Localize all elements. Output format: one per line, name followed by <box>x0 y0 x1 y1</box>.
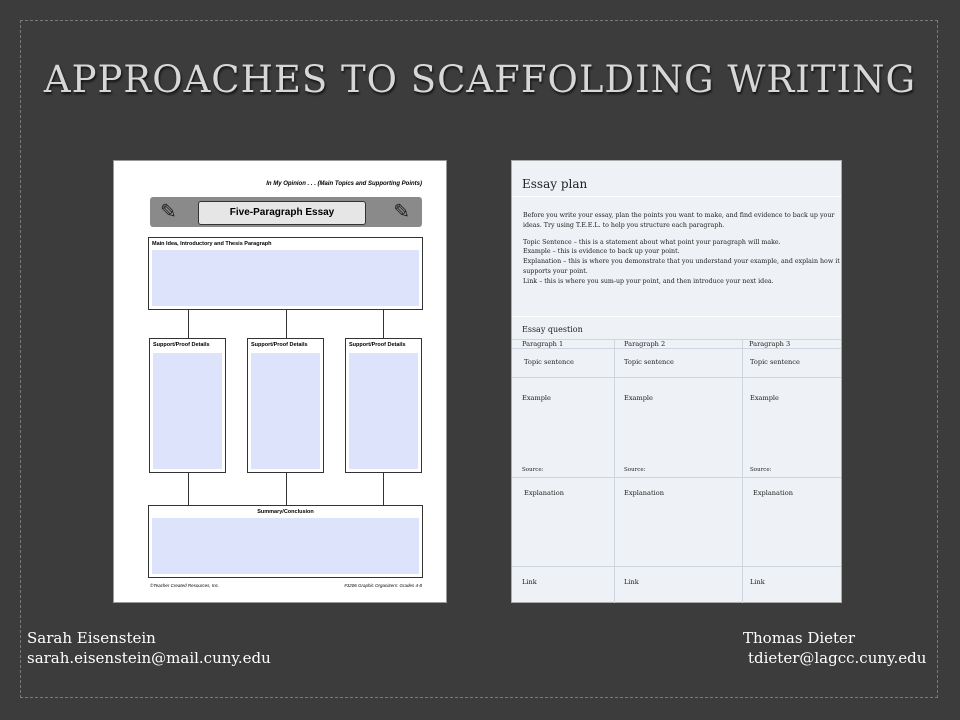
column-header: Paragraph 2 <box>624 340 666 348</box>
example-cell: Example <box>750 394 779 402</box>
main-idea-box <box>148 237 423 310</box>
essay-plan-title: Essay plan <box>522 177 588 191</box>
column-header: Paragraph 1 <box>522 340 564 348</box>
explanation-cell: Explanation <box>524 489 564 497</box>
worksheet-banner-title: Five-Paragraph Essay <box>198 201 366 225</box>
support-label: Support/Proof Details <box>251 342 308 348</box>
column-header: Paragraph 3 <box>749 340 791 348</box>
teel-topic: Topic Sentence – this is a statement about what point your paragraph will make. <box>523 238 781 246</box>
topic-sentence-cell: Topic sentence <box>624 358 674 366</box>
five-paragraph-worksheet <box>113 160 447 603</box>
link-cell: Link <box>624 578 639 586</box>
essay-question-label: Essay question <box>522 325 583 334</box>
source-cell: Source: <box>750 467 772 473</box>
author-name-left: Sarah Eisenstein <box>27 629 156 647</box>
worksheet-header: In My Opinion . . . (Main Topics and Supporting Points) <box>266 181 422 187</box>
essay-plan-instructions <box>523 211 841 286</box>
support-label: Support/Proof Details <box>349 342 406 348</box>
main-idea-label: Main Idea, Introductory and Thesis Paragraph <box>152 241 272 247</box>
author-email-left[interactable]: sarah.eisenstein@mail.cuny.edu <box>27 649 271 667</box>
worksheet-footer-right: #3206 Graphic Organizers: Grades 4-8 <box>344 583 422 588</box>
slide-title: APPROACHES TO SCAFFOLDING WRITING <box>43 58 917 101</box>
author-name-right: Thomas Dieter <box>743 629 856 647</box>
explanation-cell: Explanation <box>753 489 793 497</box>
support-box-3 <box>345 338 422 473</box>
teel-explanation: Explanation – this is where you demonstrate that you understand your example, and explain how it supports your point. <box>523 258 840 275</box>
summary-label: Summary/Conclusion <box>257 509 314 515</box>
support-box-2 <box>247 338 324 473</box>
topic-sentence-cell: Topic sentence <box>750 358 800 366</box>
source-cell: Source: <box>522 467 544 473</box>
example-cell: Example <box>522 394 551 402</box>
instructions-text: Before you write your essay, plan the points you want to make, and find evidence to back up your ideas. Try using T.E.E.L. to help you structure each paragraph. <box>523 212 835 229</box>
link-cell: Link <box>750 578 765 586</box>
example-cell: Example <box>624 394 653 402</box>
worksheet-banner <box>150 197 422 227</box>
teel-link: Link – this is where you sum-up your point, and then introduce your next idea. <box>523 277 774 285</box>
summary-box <box>148 505 423 578</box>
worksheet-footer-left: ©Teacher Created Resources, Inc. <box>150 583 220 588</box>
support-label: Support/Proof Details <box>153 342 210 348</box>
source-cell: Source: <box>624 467 646 473</box>
support-box-1 <box>149 338 226 473</box>
teel-example: Example – this is evidence to back up your point. <box>523 248 680 256</box>
explanation-cell: Explanation <box>624 489 664 497</box>
pencil-icon: ✎ <box>393 201 410 223</box>
pencil-icon: ✎ <box>160 201 177 223</box>
topic-sentence-cell: Topic sentence <box>524 358 574 366</box>
author-email-right[interactable]: tdieter@lagcc.cuny.edu <box>748 649 927 667</box>
link-cell: Link <box>522 578 537 586</box>
essay-plan <box>511 160 842 603</box>
